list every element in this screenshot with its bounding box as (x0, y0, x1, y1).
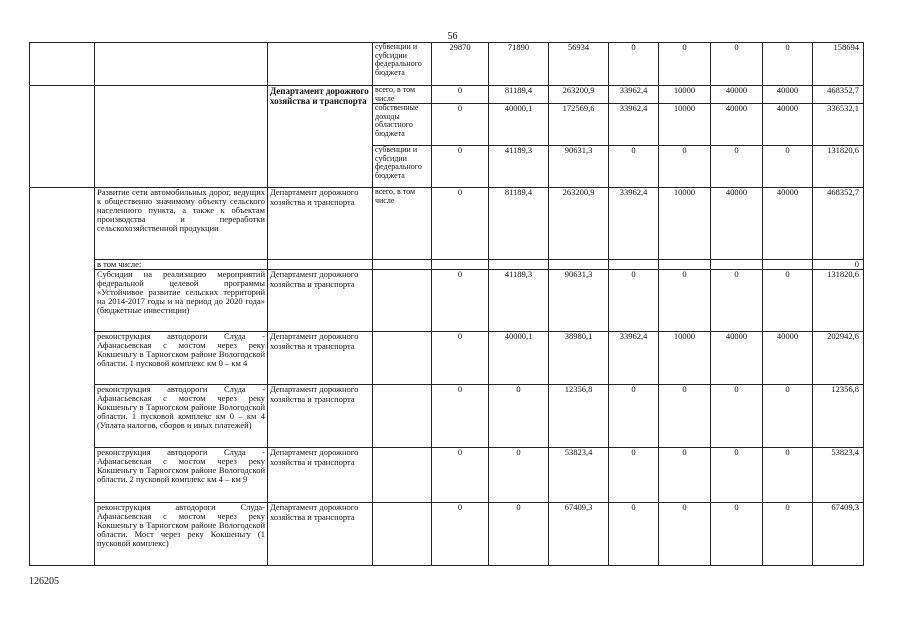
department-cell: Департамент дорожного хозяйства и транспорта (268, 188, 373, 260)
value-cell: 41189,3 (489, 146, 549, 188)
value-cell: 40000 (711, 188, 763, 260)
department-cell: Департамент дорожного хозяйства и транспорта (268, 86, 373, 188)
value-cell: 40000 (763, 332, 813, 385)
value-cell: 10000 (659, 188, 711, 260)
activity-description: реконструкция автодороги Слуда - Афанасьевская с мостом через реку Кокшеньгу в Тарногском районе Вологодской области. 1 пусковой комплекс км 0 – км 4 (Уплата налогов, сборов и иных платежей) (95, 385, 268, 448)
blank-cell (30, 86, 95, 188)
table-row (30, 270, 864, 332)
value-cell: 0 (659, 146, 711, 188)
value-cell: 0 (711, 503, 763, 566)
department-cell: Департамент дорожного хозяйства и транспорта (268, 332, 373, 385)
value-cell: 263200,9 (549, 188, 609, 260)
value-cell: 33962,4 (609, 86, 659, 104)
activity-description: Развитие сети автомобильных дорог, ведущих к общественно значимому объекту сельского населенного пункта, а также к объектам производства и переработки сельскохозяйственной продукции (95, 188, 268, 260)
department-cell: Департамент дорожного хозяйства и транспорта (268, 503, 373, 566)
value-cell: 71890 (489, 43, 549, 86)
activity-description: в том числе: (95, 260, 268, 270)
total-cell: 67409,3 (813, 503, 864, 566)
value-cell: 0 (609, 146, 659, 188)
value-cell: 40000 (763, 188, 813, 260)
total-cell: 158694 (813, 43, 864, 86)
value-cell: 0 (763, 270, 813, 332)
department-cell: Департамент дорожного хозяйства и транспорта (268, 385, 373, 448)
funding-source-cell: субвенции и субсидии федерального бюджета (373, 146, 432, 188)
total-cell: 468352,7 (813, 188, 864, 260)
value-cell: 0 (609, 43, 659, 86)
value-cell: 0 (432, 270, 489, 332)
blank-cell (268, 260, 373, 270)
value-cell: 0 (711, 146, 763, 188)
value-cell: 0 (489, 385, 549, 448)
table-row (30, 43, 864, 86)
blank-cell (30, 188, 95, 566)
value-cell: 33962,4 (609, 104, 659, 146)
value-cell: 90631,3 (549, 270, 609, 332)
value-cell: 29870 (432, 43, 489, 86)
value-cell: 0 (659, 503, 711, 566)
table-row (30, 332, 864, 385)
activity-description: реконструкция автодороги Слуда-Афанасьевская с мостом через реку Кокшеньгу в Тарногском районе Вологодской области. Мост через реку Кокшеньгу (1 пусковой комплекс) (95, 503, 268, 566)
value-cell: 0 (659, 43, 711, 86)
funding-source-cell: всего, в том числе (373, 188, 432, 260)
value-cell: 0 (432, 146, 489, 188)
value-cell: 263200,9 (549, 86, 609, 104)
value-cell: 40000 (711, 332, 763, 385)
value-cell: 40000 (711, 86, 763, 104)
activity-description: реконструкция автодороги Слуда - Афанасьевская с мостом через реку Кокшеньгу в Тарногском районе Вологодской области. 1 пусковой комплекс км 0 – км 4 (95, 332, 268, 385)
value-cell: 0 (763, 43, 813, 86)
value-cell: 0 (489, 503, 549, 566)
total-cell: 202942,6 (813, 332, 864, 385)
activity-description: Субсидии на реализацию мероприятий федеральной целевой программы «Устойчивое развитие сельских территорий на 2014-2017 годы и на период до 2020 года» (бюджетные инвестиции) (95, 270, 268, 332)
value-cell: 10000 (659, 86, 711, 104)
value-cell: 56934 (549, 43, 609, 86)
blank-cell (373, 260, 432, 270)
total-cell: 0 (813, 260, 864, 270)
value-cell: 33962,4 (609, 188, 659, 260)
total-cell: 131820,6 (813, 270, 864, 332)
table-row (30, 503, 864, 566)
funding-source-cell: собственные доходы областного бюджета (373, 104, 432, 146)
blank-cell (268, 43, 373, 86)
value-cell: 0 (432, 448, 489, 503)
table-row (30, 260, 864, 270)
value-cell: 0 (489, 448, 549, 503)
department-cell: Департамент дорожного хозяйства и транспорта (268, 448, 373, 503)
value-cell: 90631,3 (549, 146, 609, 188)
value-cell: 0 (763, 385, 813, 448)
value-cell: 0 (659, 448, 711, 503)
value-cell: 81189,4 (489, 188, 549, 260)
value-cell: 0 (609, 385, 659, 448)
value-cell (432, 260, 489, 270)
funding-source-cell: субвенции и субсидии федерального бюджета (373, 43, 432, 86)
value-cell: 0 (432, 86, 489, 104)
value-cell: 0 (432, 385, 489, 448)
total-cell: 336532,1 (813, 104, 864, 146)
activity-description: реконструкция автодороги Слуда - Афанасьевская с мостом через реку Кокшеньгу в Тарногском районе Вологодской области. 2 пусковой комплекс км 4 – км 9 (95, 448, 268, 503)
blank-cell (30, 43, 95, 86)
value-cell (549, 260, 609, 270)
value-cell: 12356,8 (549, 385, 609, 448)
value-cell (763, 260, 813, 270)
value-cell: 0 (763, 146, 813, 188)
value-cell: 0 (609, 448, 659, 503)
blank-cell (373, 332, 432, 385)
department-cell: Департамент дорожного хозяйства и транспорта (268, 270, 373, 332)
value-cell: 0 (609, 270, 659, 332)
value-cell: 0 (659, 270, 711, 332)
value-cell (489, 260, 549, 270)
value-cell (609, 260, 659, 270)
value-cell: 0 (711, 385, 763, 448)
value-cell: 0 (609, 503, 659, 566)
value-cell: 0 (432, 188, 489, 260)
value-cell: 0 (711, 448, 763, 503)
value-cell: 10000 (659, 104, 711, 146)
value-cell: 33962,4 (609, 332, 659, 385)
blank-cell (373, 385, 432, 448)
value-cell: 172569,6 (549, 104, 609, 146)
table-row (30, 448, 864, 503)
total-cell: 468352,7 (813, 86, 864, 104)
blank-cell (95, 86, 268, 188)
blank-cell (373, 503, 432, 566)
value-cell: 53823,4 (549, 448, 609, 503)
budget-table (29, 42, 864, 566)
value-cell: 81189,4 (489, 86, 549, 104)
blank-cell (95, 43, 268, 86)
document-code: 126205 (29, 576, 59, 587)
table-row (30, 86, 864, 104)
value-cell: 0 (711, 43, 763, 86)
total-cell: 53823,4 (813, 448, 864, 503)
value-cell: 0 (432, 332, 489, 385)
value-cell: 40000,1 (489, 332, 549, 385)
blank-cell (373, 270, 432, 332)
value-cell: 40000 (763, 104, 813, 146)
table-row (30, 188, 864, 260)
value-cell: 41189,3 (489, 270, 549, 332)
value-cell: 0 (711, 270, 763, 332)
total-cell: 12356,8 (813, 385, 864, 448)
value-cell: 40000 (763, 86, 813, 104)
value-cell: 67409,3 (549, 503, 609, 566)
funding-source-cell: всего, в том числе (373, 86, 432, 104)
value-cell: 0 (763, 448, 813, 503)
total-cell: 131820,6 (813, 146, 864, 188)
value-cell: 0 (659, 385, 711, 448)
value-cell: 40000,1 (489, 104, 549, 146)
value-cell: 38980,1 (549, 332, 609, 385)
value-cell: 40000 (711, 104, 763, 146)
value-cell: 0 (432, 104, 489, 146)
value-cell: 10000 (659, 332, 711, 385)
value-cell: 0 (432, 503, 489, 566)
blank-cell (373, 448, 432, 503)
page-number: 56 (447, 31, 458, 42)
value-cell (711, 260, 763, 270)
value-cell: 0 (763, 503, 813, 566)
table-row (30, 385, 864, 448)
value-cell (659, 260, 711, 270)
